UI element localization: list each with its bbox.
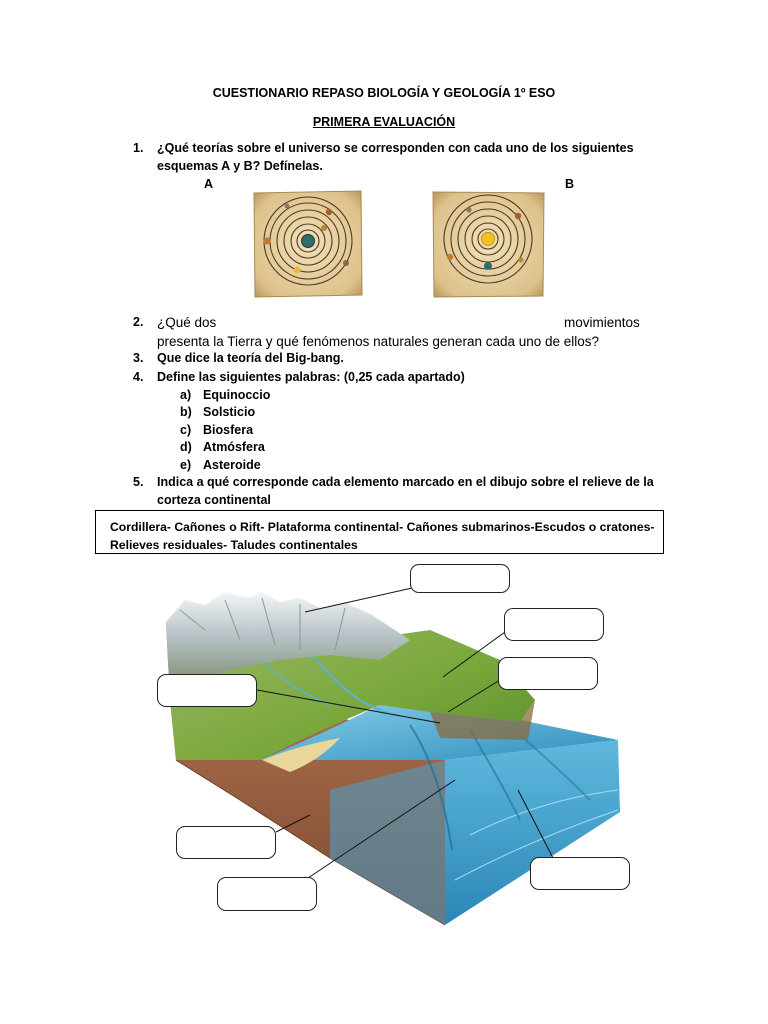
question-text-line: corteza continental — [157, 492, 271, 507]
word-bank-line: Relieves residuales- Taludes continentales — [110, 538, 358, 552]
question-text-line: esquemas A y B? Defínelas. — [157, 158, 323, 173]
question-text-line: Indica a qué corresponde cada elemento marcado en el dibujo sobre el relieve de la — [157, 475, 654, 489]
answer-box-upper-right[interactable] — [504, 608, 604, 641]
answer-box-middle-right[interactable] — [498, 657, 598, 690]
question-number: 2. — [133, 315, 144, 329]
document-subtitle: PRIMERA EVALUACIÓN — [312, 115, 456, 129]
diagram-label-a: A — [204, 177, 214, 191]
question-text-line: ¿Qué dos — [157, 315, 217, 330]
question-text-line: ¿Qué teorías sobre el universo se corresponden con cada uno de los siguientes — [157, 141, 634, 155]
subitem-text: Equinoccio — [203, 388, 271, 402]
question-number: 1. — [133, 141, 144, 155]
question-text-line: movimientos — [564, 315, 640, 330]
question-number: 4. — [133, 370, 144, 384]
question-text-line: presenta la Tierra y qué fenómenos naturales generan cada uno de ellos? — [157, 334, 600, 349]
answer-box-bottom[interactable] — [217, 877, 317, 911]
diagram-label-b: B — [565, 177, 575, 191]
answer-box-left[interactable] — [157, 674, 257, 707]
subitem-letter: e) — [180, 458, 192, 472]
question-number: 3. — [133, 351, 144, 365]
word-bank-line: Cordillera- Cañones o Rift- Plataforma continental- Cañones submarinos-Escudos o cratones- — [110, 520, 655, 534]
subitem-text: Atmósfera — [203, 440, 265, 454]
subitem-text: Biosfera — [203, 423, 254, 437]
subitem-letter: d) — [180, 440, 192, 454]
question-text-line: Define las siguientes palabras: (0,25 cada apartado) — [157, 370, 465, 384]
subitem-letter: c) — [180, 423, 192, 437]
document-title: CUESTIONARIO REPASO BIOLOGÍA Y GEOLOGÍA 1º ESO — [212, 86, 556, 100]
question-number: 5. — [133, 475, 144, 489]
subitem-letter: b) — [180, 405, 192, 419]
answer-box-lower-right[interactable] — [530, 857, 630, 890]
question-text-line: Que dice la teoría del Big-bang. — [157, 351, 344, 365]
answer-box-cordillera[interactable] — [410, 564, 510, 593]
subitem-text: Solsticio — [203, 405, 256, 419]
answer-box-lower-left[interactable] — [176, 826, 276, 859]
subitem-text: Asteroide — [203, 458, 261, 472]
subitem-letter: a) — [180, 388, 192, 402]
